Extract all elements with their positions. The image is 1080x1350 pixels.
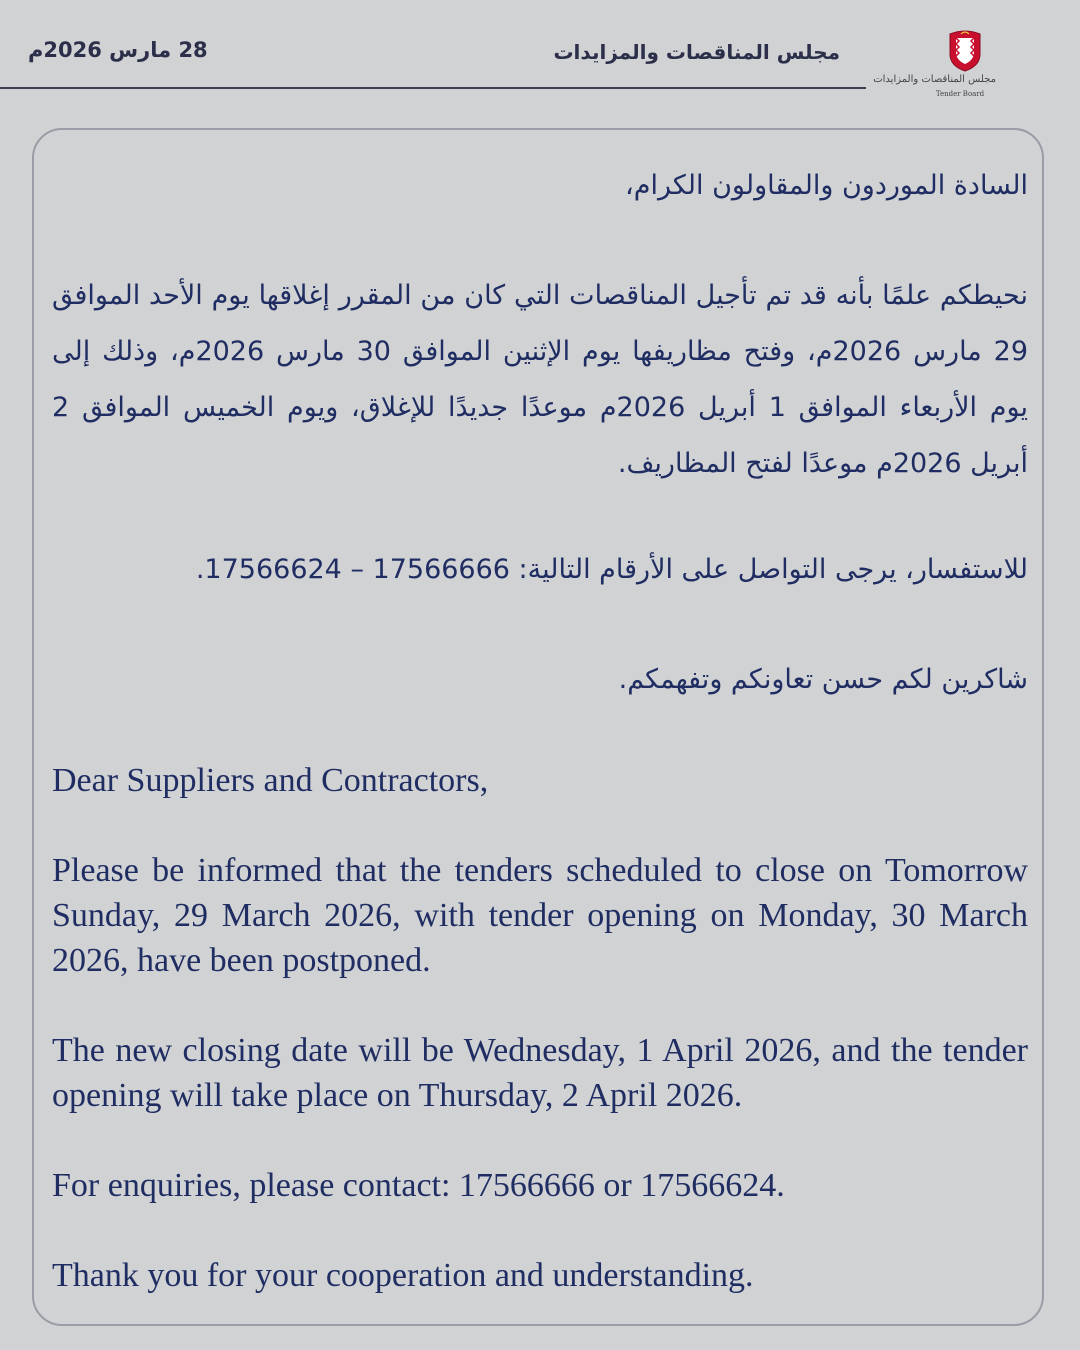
- english-thanks: Thank you for your cooperation and understanding.: [52, 1257, 754, 1294]
- header-divider: [0, 87, 866, 89]
- english-salutation: Dear Suppliers and Contractors,: [52, 762, 489, 799]
- logo-caption: Tender Board: [935, 90, 985, 98]
- logo-arabic-text: مجلس المناقصات والمزايدات: [873, 74, 996, 85]
- arabic-thanks: شاكرين لكم حسن تعاونكم وتفهمكم.: [618, 664, 1028, 695]
- emblem-icon: [947, 28, 983, 72]
- header-date: 28 مارس 2026م: [28, 38, 208, 62]
- arabic-contact: للاستفسار، يرجى التواصل على الأرقام التالية: 17566666 – 17566624.: [195, 554, 1028, 585]
- arabic-body: نحيطكم علمًا بأنه قد تم تأجيل المناقصات التي كان من المقرر إغلاقها يوم الأحد الموافق 29 مارس 2026م، وفتح مظاريفها يوم الإثنين الموافق 30 مارس 2026م، وذلك إلى يوم الأربعاء الموافق 1 أبريل 2026م موعدًا جديدًا للإغلاق، ويوم الخميس الموافق 2 أبريل 2026م موعدًا لفتح المظاريف.: [52, 280, 1028, 479]
- organization-name: مجلس المناقصات والمزايدات: [553, 40, 840, 64]
- tender-board-logo: [873, 28, 998, 100]
- english-contact: For enquiries, please contact: 17566666 or 17566624.: [52, 1167, 785, 1204]
- english-body: Please be informed that the tenders scheduled to close on Tomorrow Sunday, 29 March 2026, with tender opening on Monday, 30 March 2026, have been postponed.: [52, 852, 1028, 979]
- english-new-dates: The new closing date will be Wednesday, 1 April 2026, and the tender opening will take place on Thursday, 2 April 2026.: [52, 1032, 1028, 1114]
- header: [0, 0, 1080, 110]
- arabic-salutation: السادة الموردون والمقاولون الكرام،: [625, 170, 1028, 201]
